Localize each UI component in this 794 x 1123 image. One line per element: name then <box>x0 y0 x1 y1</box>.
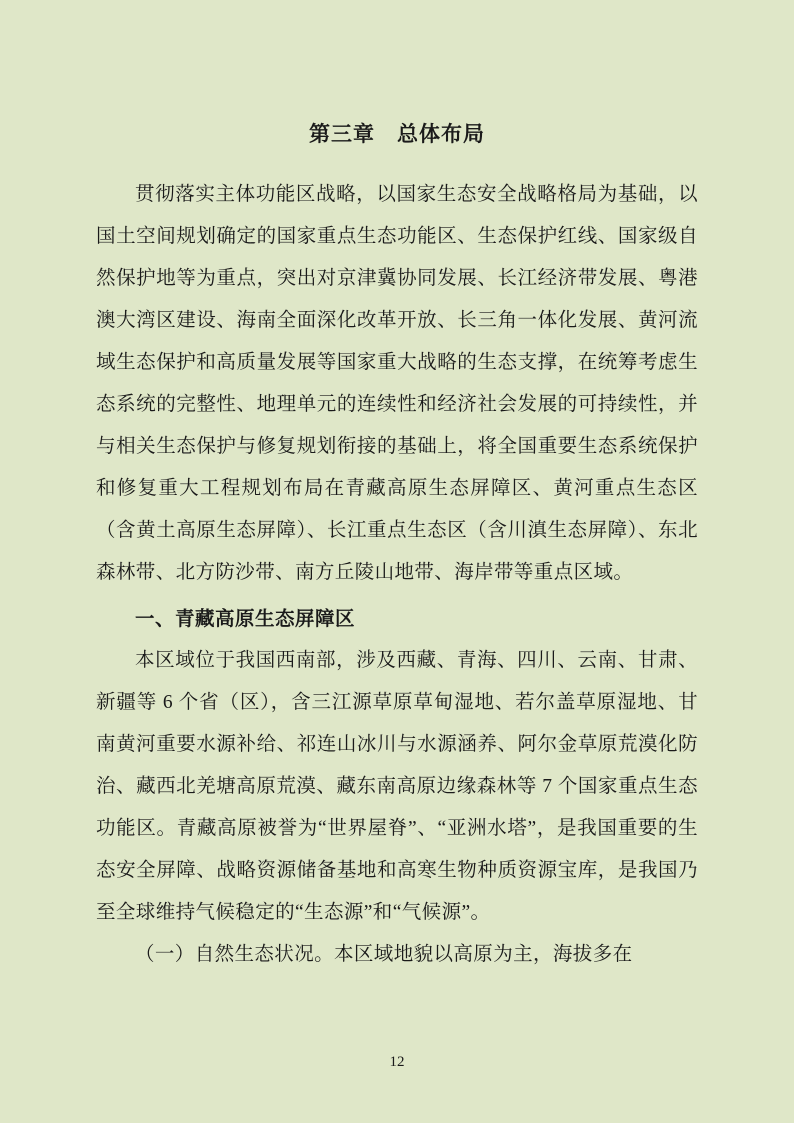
chapter-title-prefix: 第三章 <box>309 123 375 146</box>
paragraph-overview: 贯彻落实主体功能区战略，以国家生态安全战略格局为基础，以国土空间规划确定的国家重点生态功能区、生态保护红线、国家级自然保护地等为重点，突出对京津冀协同发展、长江经济带发展、粤港澳大湾区建设、海南全面深化改革开放、长三角一体化发展、黄河流域生态保护和高质量发展等国家重大战略的生态支撑，在统筹考虑生态系统的完整性、地理单元的连续性和经济社会发展的可持续性，并与相关生态保护与修复规划衔接的基础上，将全国重要生态系统保护和修复重大工程规划布局在青藏高原生态屏障区、黄河重点生态区（含黄土高原生态屏障）、长江重点生态区（含川滇生态屏障）、东北森林带、北方防沙带、南方丘陵山地带、海岸带等重点区域。 <box>96 184 698 583</box>
paragraph-natural-ecology: （一）自然生态状况。本区域地貌以高原为主，海拔多在 <box>135 944 633 965</box>
chapter-title-name: 总体布局 <box>397 123 485 146</box>
section-heading-qingzang: 一、青藏高原生态屏障区 <box>135 608 356 630</box>
paragraph-region-description: 本区域位于我国西南部，涉及西藏、青海、四川、云南、甘肃、新疆等 6 个省（区），含三江源草原草甸湿地、若尔盖草原湿地、甘南黄河重要水源补给、祁连山冰川与水源涵养、阿尔金草原荒漠化防治、藏西北羌塘高原荒漠、藏东南高原边缘森林等 7 个国家重点生态功能区。青藏高原被誉为“世界屋脊”、“亚洲水塔”，是我国重要的生态安全屏障、战略资源储备基地和高寒生物种质资源宝库，是我国乃至全球维持气候稳定的“生态源”和“气候源”。 <box>96 650 698 923</box>
page-title <box>96 118 698 148</box>
page-number: 12 <box>389 1054 405 1070</box>
